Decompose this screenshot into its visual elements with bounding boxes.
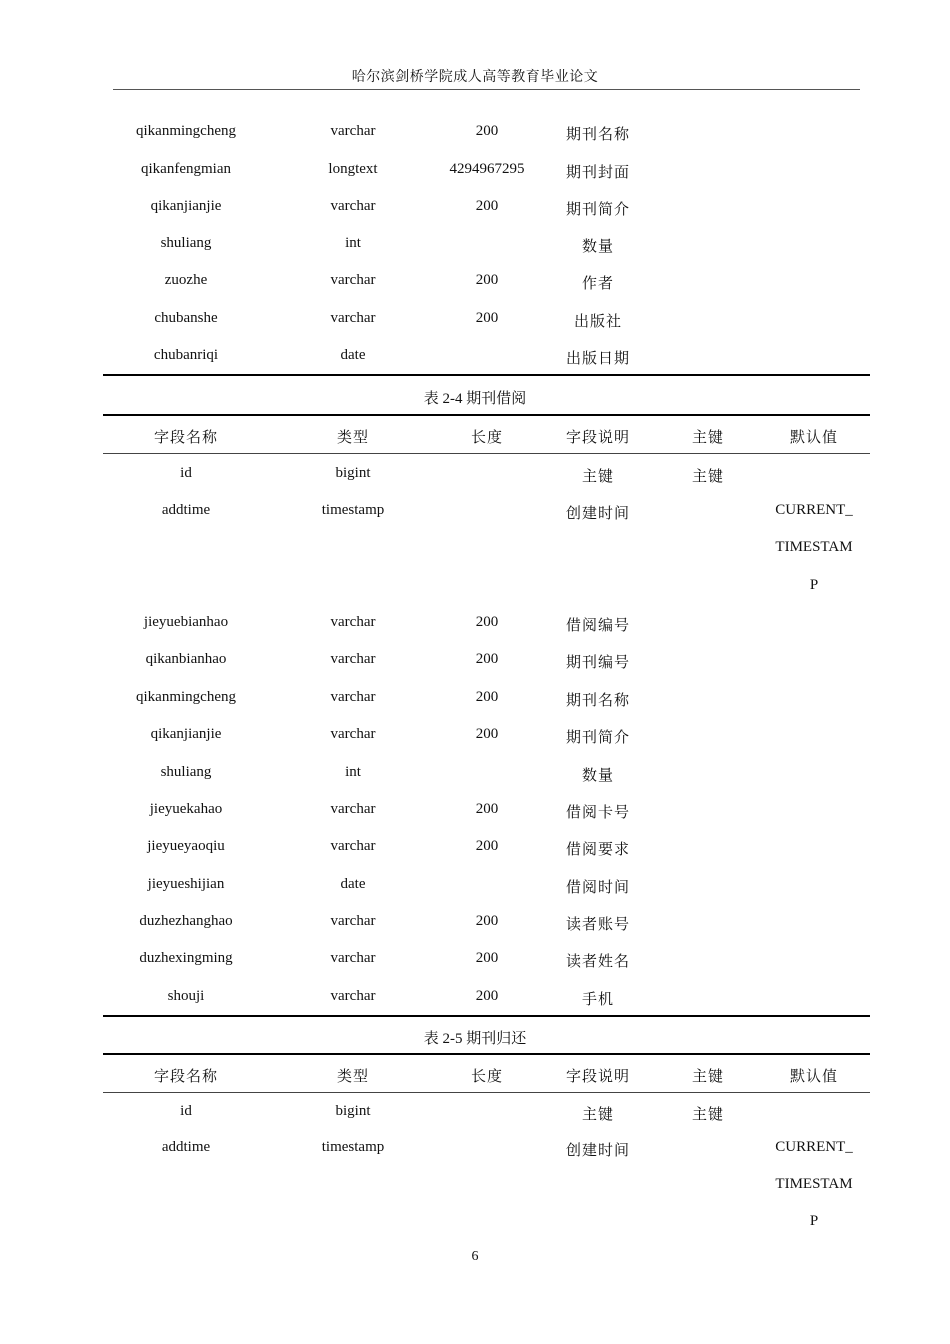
table-header-row <box>0 1065 950 1089</box>
table-cell: 200 <box>475 651 499 667</box>
table-cell: duzhezhanghao <box>139 913 233 929</box>
table-cell: 类型 <box>336 430 370 446</box>
table-cell: CURRENT_ <box>775 502 853 518</box>
table-cell: 200 <box>475 950 499 966</box>
table-cell: 默认值 <box>789 1069 839 1085</box>
table-cell: 借阅卡号 <box>565 805 631 821</box>
table-cell: varchar <box>330 198 376 214</box>
table-cell: 数量 <box>581 768 615 784</box>
table-row <box>0 726 950 750</box>
table-cell: chubanriqi <box>153 347 219 363</box>
table-cell: 200 <box>475 726 499 742</box>
table-cell: 长度 <box>470 1069 504 1085</box>
table-cell: int <box>345 235 361 251</box>
table-cell: chubanshe <box>154 310 218 326</box>
table-cell: varchar <box>330 651 376 667</box>
table-bottom-rule <box>103 374 870 376</box>
table-row <box>0 689 950 713</box>
table-cell: 字段说明 <box>565 1069 631 1085</box>
table-cell: qikanfengmian <box>141 161 231 177</box>
table-row <box>0 913 950 937</box>
table-cell: CURRENT_ <box>775 1139 853 1155</box>
table-cell: 200 <box>475 913 499 929</box>
table-cell: varchar <box>330 614 376 630</box>
table-cell: 借阅要求 <box>565 842 631 858</box>
table-cell: qikanmingcheng <box>136 123 236 139</box>
table-cell: 字段说明 <box>565 430 631 446</box>
table-cell: 借阅编号 <box>565 618 631 634</box>
table-cell: 读者账号 <box>565 917 631 933</box>
table-cell: 数量 <box>581 239 615 255</box>
header-rule <box>113 89 860 90</box>
table-cell: TIMESTAM <box>775 539 853 555</box>
table-cell: zuozhe <box>164 272 208 288</box>
table-row <box>0 1213 950 1237</box>
table-cell: id <box>180 1103 192 1119</box>
table-cell: qikanbianhao <box>145 651 227 667</box>
table-bottom-rule <box>103 1015 870 1017</box>
table-cell: varchar <box>330 272 376 288</box>
table-cell: shouji <box>167 988 205 1004</box>
table-cell: jieyueshijian <box>147 876 225 892</box>
table-header-rule <box>103 453 870 454</box>
table-cell: 主键 <box>581 469 615 485</box>
table-cell: jieyueyaoqiu <box>147 838 225 854</box>
table-header-row <box>0 426 950 450</box>
table-cell: qikanmingcheng <box>136 689 236 705</box>
table-cell: varchar <box>330 726 376 742</box>
table-cell: 出版社 <box>573 314 623 330</box>
table-cell: timestamp <box>321 1139 385 1155</box>
table-cell: TIMESTAM <box>775 1176 853 1192</box>
table-cell: 期刊封面 <box>565 165 631 181</box>
table-cell: 默认值 <box>789 430 839 446</box>
table-top-rule <box>103 414 870 416</box>
table-cell: 200 <box>475 838 499 854</box>
table-header-rule <box>103 1092 870 1093</box>
table-row <box>0 539 950 563</box>
page-header: 哈尔滨剑桥学院成人高等教育毕业论文 <box>351 70 599 85</box>
table-cell: 期刊名称 <box>565 127 631 143</box>
table-cell: varchar <box>330 123 376 139</box>
table-row <box>0 1103 950 1127</box>
table-cell: shuliang <box>160 235 212 251</box>
table-cell: 字段名称 <box>153 430 219 446</box>
table-row <box>0 651 950 675</box>
table-row <box>0 988 950 1012</box>
table-cell: varchar <box>330 988 376 1004</box>
table-cell: bigint <box>335 465 371 481</box>
table-cell: varchar <box>330 689 376 705</box>
table-cell: 4294967295 <box>449 161 525 177</box>
table-cell: varchar <box>330 913 376 929</box>
table-cell: jieyuebianhao <box>143 614 229 630</box>
table-cell: varchar <box>330 801 376 817</box>
table-cell: longtext <box>328 161 378 177</box>
table-row <box>0 161 950 185</box>
table-cell: 主键 <box>581 1107 615 1123</box>
table-cell: id <box>180 465 192 481</box>
table-cell: timestamp <box>321 502 385 518</box>
table-cell: 200 <box>475 689 499 705</box>
table-cell: P <box>809 577 819 593</box>
table-row <box>0 465 950 489</box>
table-row <box>0 347 950 371</box>
table-row <box>0 577 950 601</box>
table-row <box>0 502 950 526</box>
table-cell: 主键 <box>691 430 725 446</box>
table-cell: addtime <box>161 502 211 518</box>
table-caption-2-5: 表 2-5 期刊归还 <box>423 1031 527 1047</box>
table-cell: P <box>809 1213 819 1229</box>
table-row <box>0 123 950 147</box>
table-cell: 创建时间 <box>565 1143 631 1159</box>
page-number: 6 <box>471 1249 479 1264</box>
table-cell: 主键 <box>691 1069 725 1085</box>
table-row <box>0 272 950 296</box>
table-row <box>0 764 950 788</box>
table-cell: 创建时间 <box>565 506 631 522</box>
table-cell: 手机 <box>581 992 615 1008</box>
table-cell: 期刊编号 <box>565 655 631 671</box>
table-caption-2-4: 表 2-4 期刊借阅 <box>423 391 527 407</box>
table-row <box>0 801 950 825</box>
table-cell: 主键 <box>691 469 725 485</box>
table-row <box>0 950 950 974</box>
table-cell: jieyuekahao <box>149 801 223 817</box>
table-cell: 期刊名称 <box>565 693 631 709</box>
table-cell: bigint <box>335 1103 371 1119</box>
table-cell: 长度 <box>470 430 504 446</box>
table-cell: duzhexingming <box>139 950 233 966</box>
table-row <box>0 876 950 900</box>
table-cell: int <box>345 764 361 780</box>
table-cell: varchar <box>330 310 376 326</box>
table-cell: 200 <box>475 198 499 214</box>
table-row <box>0 1176 950 1200</box>
table-row <box>0 614 950 638</box>
table-row <box>0 235 950 259</box>
table-cell: 出版日期 <box>565 351 631 367</box>
table-cell: 期刊简介 <box>565 730 631 746</box>
table-cell: varchar <box>330 950 376 966</box>
table-row <box>0 198 950 222</box>
table-cell: qikanjianjie <box>150 198 222 214</box>
table-row <box>0 310 950 334</box>
table-top-rule <box>103 1053 870 1055</box>
table-cell: 类型 <box>336 1069 370 1085</box>
table-row <box>0 838 950 862</box>
table-cell: 200 <box>475 988 499 1004</box>
table-cell: addtime <box>161 1139 211 1155</box>
table-cell: varchar <box>330 838 376 854</box>
table-cell: 200 <box>475 614 499 630</box>
table-cell: 作者 <box>581 276 615 292</box>
table-cell: shuliang <box>160 764 212 780</box>
table-cell: 200 <box>475 272 499 288</box>
table-cell: 200 <box>475 801 499 817</box>
table-cell: 期刊简介 <box>565 202 631 218</box>
table-cell: 200 <box>475 310 499 326</box>
table-cell: 读者姓名 <box>565 954 631 970</box>
table-cell: 200 <box>475 123 499 139</box>
table-cell: 字段名称 <box>153 1069 219 1085</box>
table-cell: date <box>340 347 366 363</box>
table-row <box>0 1139 950 1163</box>
table-cell: qikanjianjie <box>150 726 222 742</box>
table-cell: date <box>340 876 366 892</box>
table-cell: 借阅时间 <box>565 880 631 896</box>
table-cell: 主键 <box>691 1107 725 1123</box>
